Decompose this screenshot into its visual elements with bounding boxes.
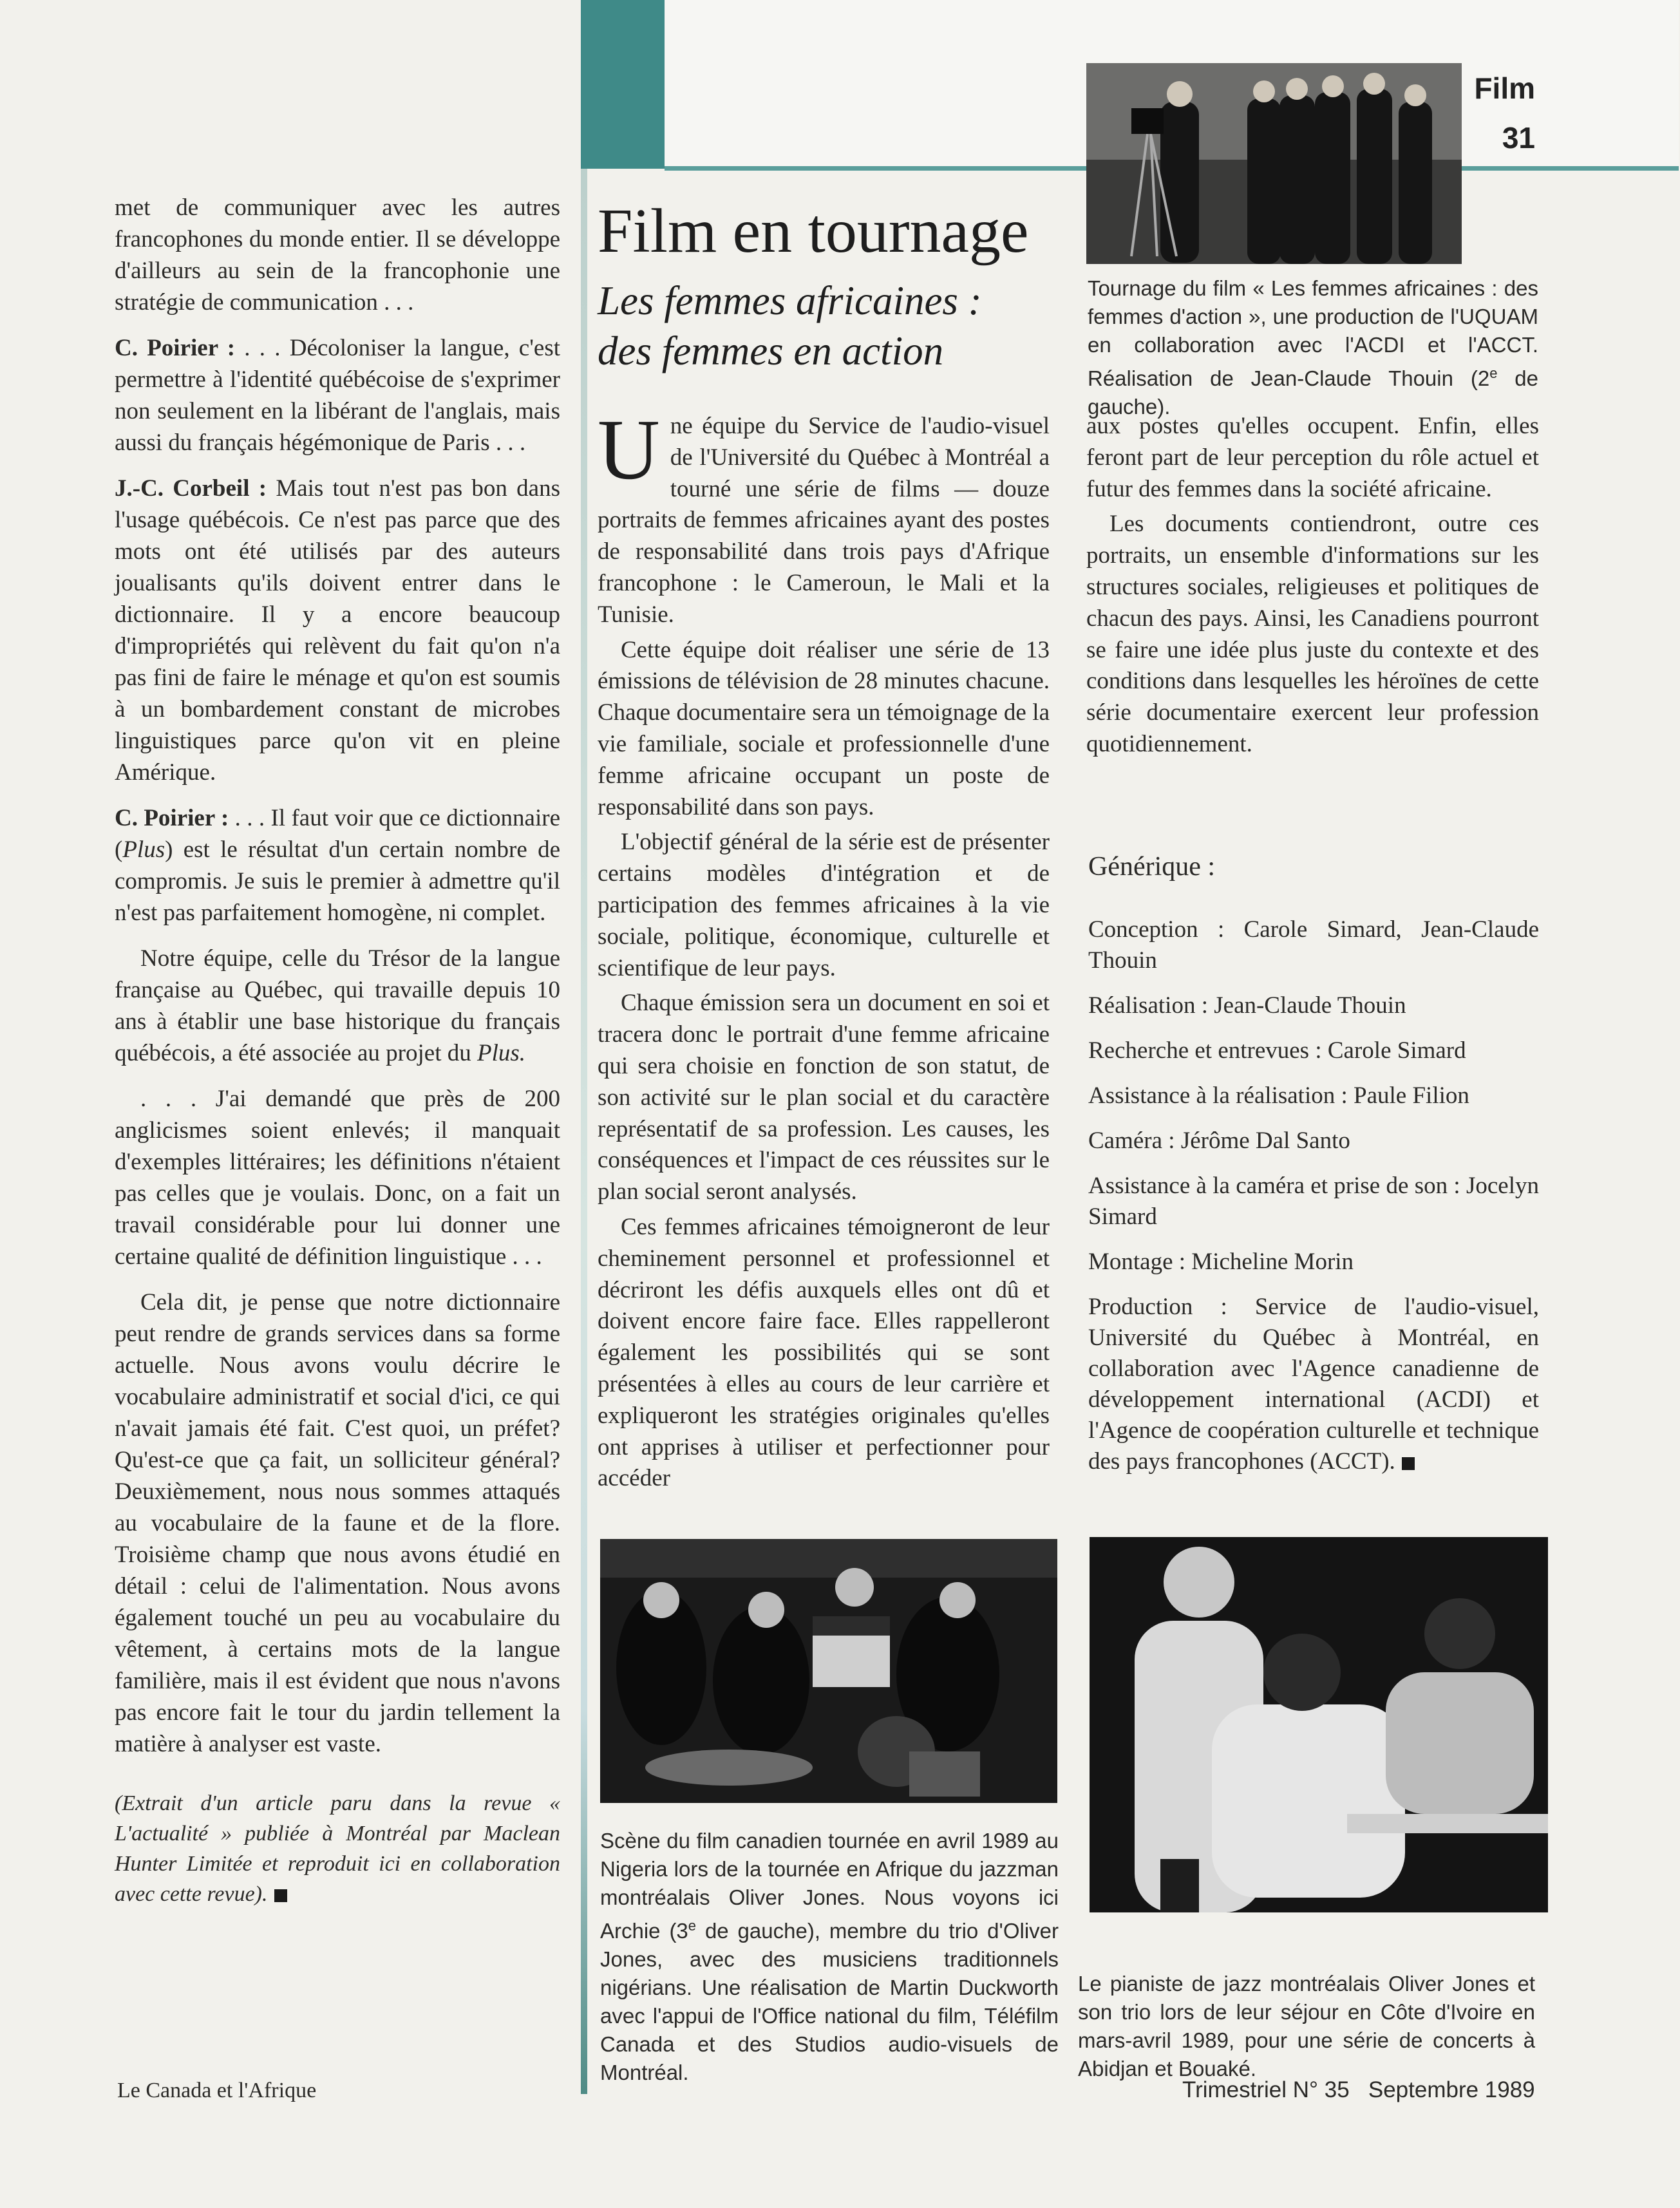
jazz-trio-caption: Le pianiste de jazz montréalais Oliver Jones et son trio lors de leur séjour en Côte d'Ivoire en mars-avril 1989, pour une série de concerts à Abidjan et Bouaké. xyxy=(1078,1972,1535,2081)
film-crew-photo xyxy=(1086,63,1462,264)
speaker-name: J.-C. Corbeil : xyxy=(115,475,267,502)
article-column-1 xyxy=(598,402,1050,1498)
credit-item: Production : Service de l'audio-visuel, Université du Québec à Montréal, en collaboration avec l'Agence canadienne de développement international (ACDI) et l'Agence de coopération culturelle et technique des pays francophones (ACCT). xyxy=(1088,1294,1539,1475)
interview-paragraph: J.-C. Corbeil : Mais tout n'est pas bon dans l'usage québécois. Ce n'est pas parce que des mots ont été utilisés par des auteurs joualisants qu'ils doivent entrer dans le dictionnaire. Il y a encore beaucoup d'impropriétés qui relèvent du fait qu'on n'a pas fini de faire le ménage et qu'on est soumis à un bombardement constant de microbes linguistiques parce qu'on vit en pleine Amérique. xyxy=(115,475,560,786)
credit-item: Assistance à la réalisation : Paule Filion xyxy=(1088,1082,1469,1109)
interview-paragraph: C. Poirier : . . . Il faut voir que ce dictionnaire (Plus) est le résultat d'un certain nombre de compromis. Je suis le premier à admettre qu'il n'est pas parfaitement homogène, ni complet. xyxy=(115,805,561,926)
credit-item: Montage : Micheline Morin xyxy=(1088,1249,1354,1275)
section-label: Film xyxy=(1474,71,1535,105)
interview-paragraph: . . . J'ai demandé que près de 200 anglicismes soient enlevés; il manquait d'exemples littéraires; les définitions n'étaient pas celles que je voulais. Donc, on a fait un travail considérable pour lui donner une certaine qualité de définition linguistique . . . xyxy=(115,1086,560,1270)
interview-paragraph: met de communiquer avec les autres francophones du monde entier. Il se développe d'ailleurs au sein de la francophonie une stratégie de communication . . . xyxy=(115,194,560,316)
credit-item: Assistance à la caméra et prise de son : Jocelyn Simard xyxy=(1088,1173,1539,1230)
article-paragraph: Chaque émission sera un document en soi et tracera donc le portrait d'une femme africaine qui sera choisie en fonction de son statut, de son activité sur le plan social et du caractère représentatif de sa profession. Les causes, les conséquences et l'impact de ces réussites sur le plan social seront analysés. xyxy=(598,990,1050,1205)
article-subtitle: Les femmes africaines : des femmes en action xyxy=(598,278,982,373)
speaker-name: C. Poirier : xyxy=(115,335,236,361)
credit-item: Caméra : Jérôme Dal Santo xyxy=(1088,1128,1350,1154)
credits-list xyxy=(1088,914,1539,1491)
column-divider xyxy=(581,169,587,2094)
end-of-story-mark xyxy=(274,1889,287,1902)
source-note: (Extrait d'un article paru dans la revue « L'actualité » publiée à Montréal par Maclean Hunter Limitée et reproduit ici en collaboration avec cette revue). xyxy=(115,1791,560,1906)
end-of-story-mark xyxy=(1402,1457,1415,1470)
credits-heading: Générique : xyxy=(1088,852,1216,882)
credit-item: Recherche et entrevues : Carole Simard xyxy=(1088,1037,1466,1064)
interview-paragraph: C. Poirier : . . . Décoloniser la langue, c'est permettre à l'identité québécoise de s'exprimer non seulement en la libérant de l'anglais, mais aussi du français hégémonique de Paris . . . xyxy=(115,335,560,456)
credit-item: Conception : Carole Simard, Jean-Claude Thouin xyxy=(1088,916,1539,974)
film-crew-caption: Tournage du film « Les femmes africaines : des femmes d'action », une production de l'UQUAM en collaboration avec l'ACDI et l'ACCT. Réalisation de Jean-Claude Thouin (2e de gauche). xyxy=(1088,276,1539,419)
article-title: Film en tournage xyxy=(598,196,1029,266)
article-paragraph: Les documents contiendront, outre ces portraits, un ensemble d'informations sur les structures sociales, religieuses et politiques de chacun des pays. Ainsi, les Canadiens pourront se faire une idée plus juste du contexte et des conditions dans lesquelles les héroïnes de cette série documentaire exercent leur profession quotidiennement. xyxy=(1086,511,1539,757)
drop-cap: U xyxy=(598,402,660,497)
jazz-trio-photo xyxy=(1090,1537,1548,1912)
speaker-name: C. Poirier : xyxy=(115,805,229,831)
interview-column xyxy=(115,192,560,1909)
issue-info: Trimestriel N° 35 Septembre 1989 xyxy=(1182,2077,1535,2102)
article-column-2 xyxy=(1086,411,1539,764)
page-number: 31 xyxy=(1502,121,1535,155)
article-paragraph: Cette équipe doit réaliser une série de 13 émissions de télévision de 28 minutes chacune. Chaque documentaire sera un témoignage de la vie familiale, sociale et professionnelle d'une femme africaine occupant un poste de responsabilité dans son pays. xyxy=(598,636,1050,820)
musicians-photo xyxy=(600,1539,1057,1803)
interview-paragraph: Cela dit, je pense que notre dictionnaire peut rendre de grands services dans sa forme actuelle. Nous avons voulu décrire le vocabulaire administratif et social d'ici, ce qui n'avait jamais été fait. C'est quoi, un préfet? Qu'est-ce que ça fait, un solliciteur général? Deuxièmement, nous nous sommes attaqués au vocabulaire de la faune et de la flore. Troisième champ que nous avons étudié en détail : celui de l'alimentation. Nous avons également touché un peu au vocabulaire du vêtement, à certains mots de la langue familière, mais il est évident que nous n'avons pas encore fait le tour du jardin tellement la matière à analyser est vaste. xyxy=(115,1289,560,1757)
interview-paragraph: Notre équipe, celle du Trésor de la langue française au Québec, qui travaille depuis 10 ans à établir une base historique du français québécois, a été associée au projet du Plus. xyxy=(115,945,560,1066)
article-paragraph: Une équipe du Service de l'audio-visuel de l'Université du Québec à Montréal a tourné une série de films — douze portraits de femmes africaines ayant des postes de responsabilité dans trois pays d'Afrique francophone : le Cameroun, le Mali et la Tunisie. xyxy=(598,402,1050,628)
credit-item: Réalisation : Jean-Claude Thouin xyxy=(1088,992,1406,1019)
publication-name: Le Canada et l'Afrique xyxy=(117,2079,317,2102)
article-paragraph: aux postes qu'elles occupent. Enfin, elles feront part de leur perception du rôle actuel et futur des femmes dans la société africaine. xyxy=(1086,413,1539,502)
teal-corner-block xyxy=(581,0,665,169)
article-paragraph: L'objectif général de la série est de présenter certains modèles d'intégration et de participation des femmes africaines à la vie sociale, politique, économique, culturelle et scientifique de leur pays. xyxy=(598,829,1050,981)
article-paragraph: Ces femmes africaines témoigneront de leur cheminement personnel et professionnel et décriront les défis auxquels elles ont dû et doivent encore faire face. Elles rappelleront également les possibilités qui se sont présentées à elles au cours de leur carrière et expliqueront les stratégies originales qu'elles ont apprises à utiliser et perfectionner pour accéder xyxy=(598,1213,1050,1492)
musicians-caption: Scène du film canadien tournée en avril 1989 au Nigeria lors de la tournée en Afrique du jazzman montréalais Oliver Jones. Nous voyons ici Archie (3e de gauche), membre du trio d'Oliver Jones, avec des musiciens traditionnels nigérians. Une réalisation de Martin Duckworth avec l'appui de l'Office national du film, Téléfilm Canada et des Studios audio-visuels de Montréal. xyxy=(600,1829,1059,2084)
